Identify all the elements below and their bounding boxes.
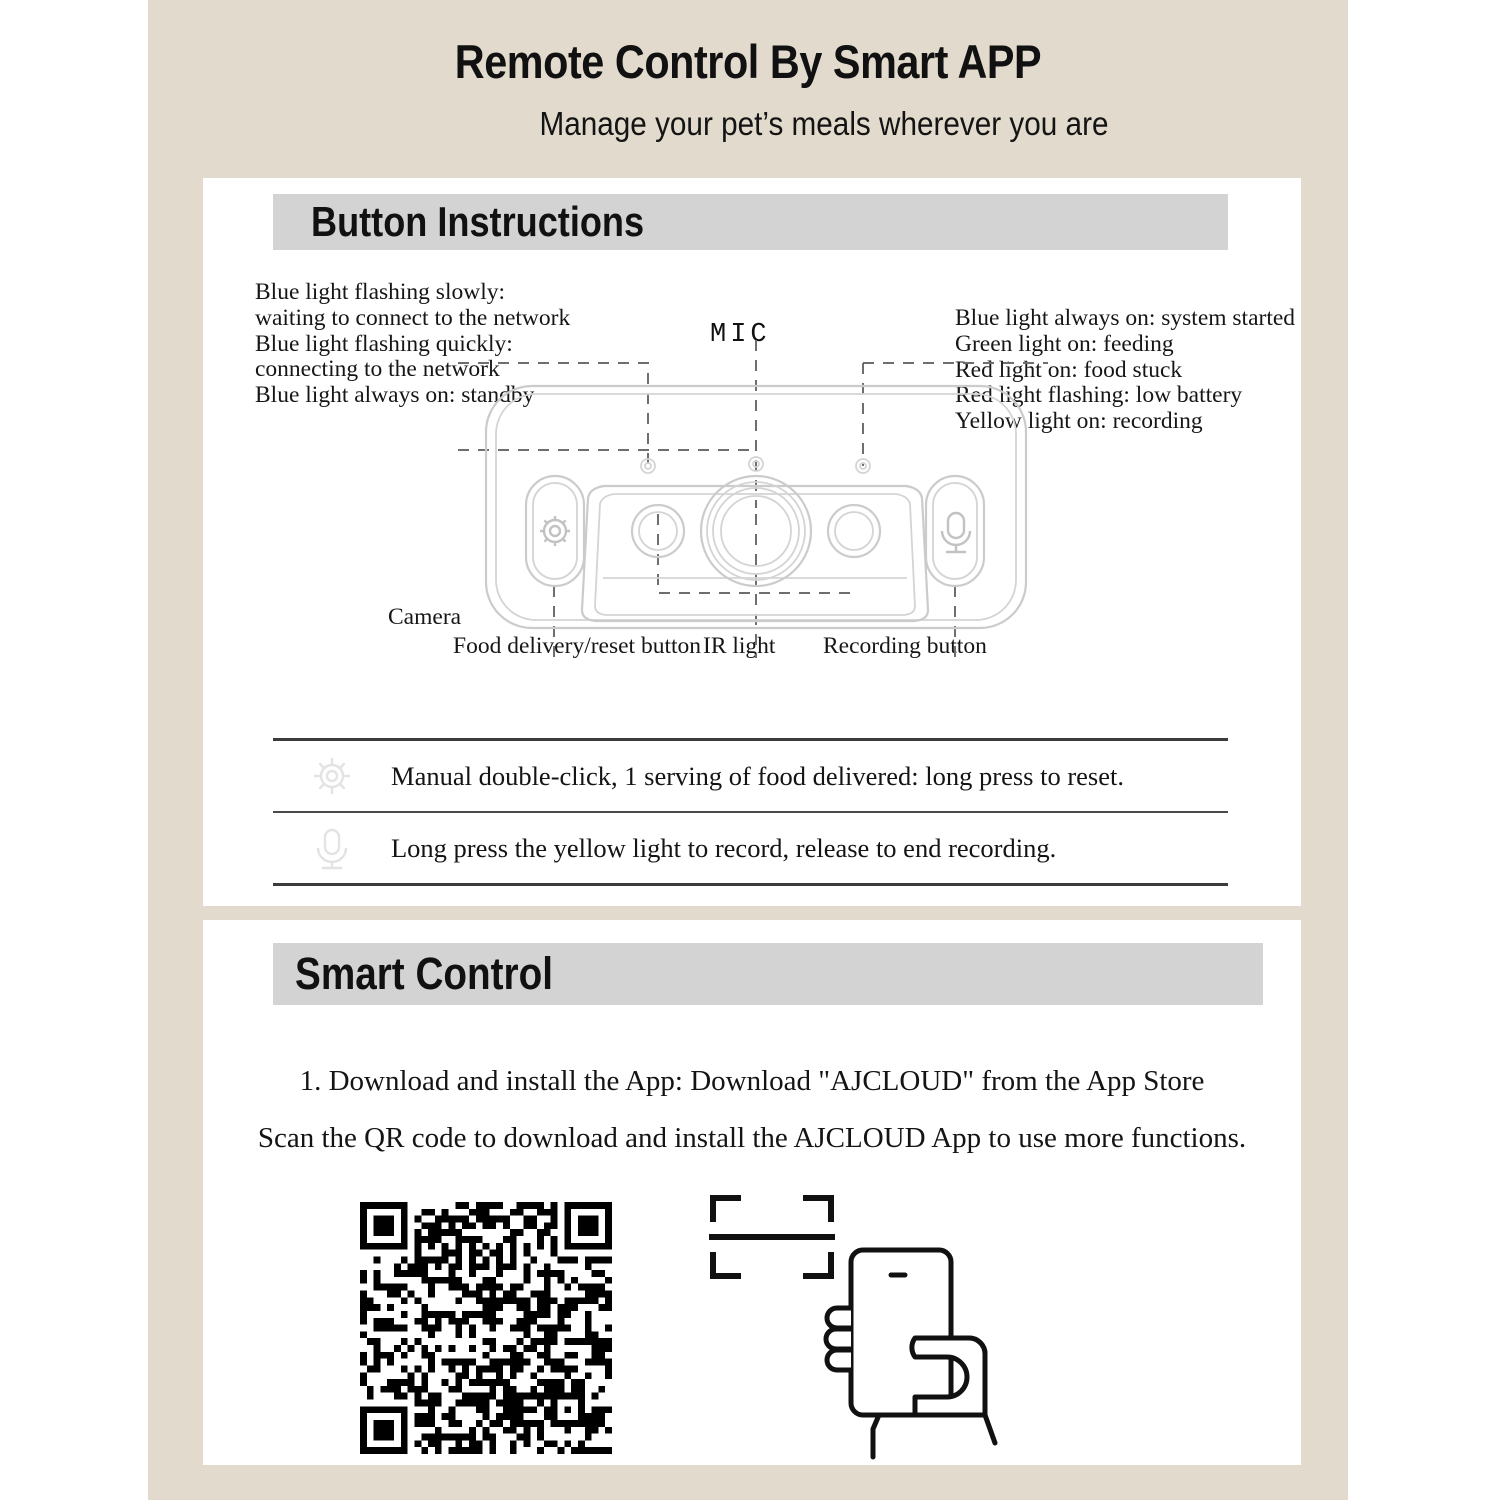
callout-right-line-2: Green light on: feeding	[955, 330, 1174, 357]
diagram-label-camera: Camera	[388, 604, 462, 630]
row-divider-bottom	[273, 883, 1228, 886]
food-delivery-button	[526, 476, 584, 586]
diagram-label-recording-button: Recording button	[823, 633, 987, 659]
callout-right-line-1: Blue light always on: system started	[955, 305, 1296, 331]
hand-holding-phone-icon	[826, 1250, 995, 1457]
camera-lens-outer	[701, 476, 811, 586]
gear-icon	[273, 750, 391, 802]
page-title: Remote Control By Smart APP	[454, 35, 1042, 88]
instruction-row	[273, 741, 1228, 811]
diagram-label-food-delivery: Food delivery/reset button	[453, 633, 702, 659]
led-dot-left	[645, 463, 651, 469]
qr-code-canvas[interactable]	[360, 1202, 612, 1454]
callout-left-line-4: connecting to the network	[255, 356, 500, 383]
finger-3	[827, 1350, 851, 1370]
finger-2	[826, 1329, 851, 1349]
scan-illustration	[703, 1190, 1033, 1460]
callout-right-line-5: Yellow light on: recording	[955, 408, 1203, 435]
scan-frame-icon	[709, 1198, 835, 1276]
download-instruction-line-2: Scan the QR code to download and install the AJCLOUD App to use more functions.	[257, 1122, 1247, 1154]
finger-1	[827, 1308, 851, 1328]
callout-left-line-5: Blue light always on: standby	[255, 382, 535, 409]
qr-code[interactable]	[360, 1202, 612, 1454]
section-title-smart-control: Smart Control	[295, 948, 554, 999]
instruction-rows	[273, 738, 1228, 886]
gear-icon	[540, 516, 570, 546]
food-delivery-button-inner	[533, 483, 577, 579]
microphone-icon	[273, 822, 391, 874]
callout-right-line-3: Red light on: food stuck	[955, 356, 1183, 383]
microphone-icon	[942, 513, 970, 552]
section-title-button-instructions: Button Instructions	[311, 198, 645, 245]
wrist-left	[873, 1415, 879, 1457]
download-instruction-line-1: 1. Download and install the App: Download "AJCLOUD" from the App Store	[299, 1065, 1205, 1097]
callout-left-line-3: Blue light flashing quickly:	[255, 330, 513, 357]
instruction-row-text: Long press the yellow light to record, release to end recording.	[391, 832, 1057, 863]
diagram-label-mic: MIC	[710, 320, 771, 350]
instruction-row-text: Manual double-click, 1 serving of food delivered: long press to reset.	[391, 760, 1124, 791]
section-header-smart-control	[273, 943, 1263, 1005]
smart-control-panel	[203, 920, 1301, 1465]
diagram-label-ir-light: IR light	[703, 633, 776, 659]
section-header-button-instructions	[273, 194, 1228, 250]
callout-left-line-1: Blue light flashing slowly:	[255, 279, 506, 305]
recording-button	[926, 476, 984, 586]
device-diagram	[458, 328, 1048, 658]
page-subtitle: Manage your pet’s meals wherever you are	[539, 105, 1109, 142]
button-instructions-panel	[203, 178, 1301, 906]
sensor-right	[835, 512, 873, 550]
callout-right-line-4: Red light flashing: low battery	[955, 382, 1243, 409]
instruction-row	[273, 813, 1228, 883]
callout-left-line-2: waiting to connect to the network	[255, 304, 571, 331]
